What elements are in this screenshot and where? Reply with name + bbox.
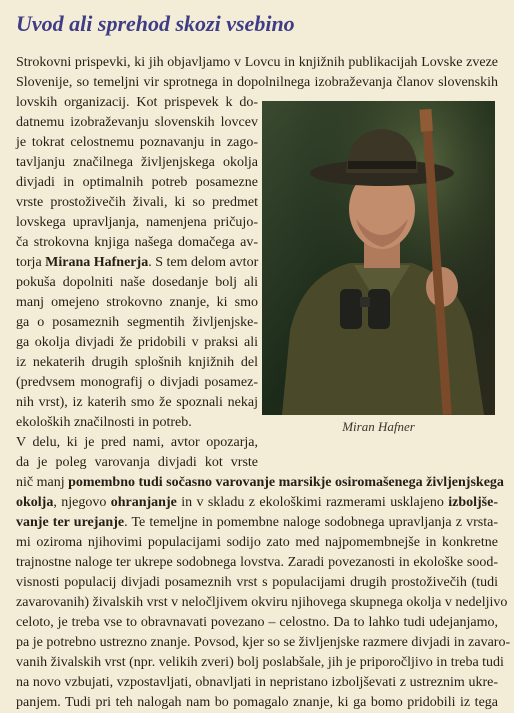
text-line: pa je potrebno ustrezno znanje. Povsod, kjer so se življenjske razmere divjadi in zavaro- <box>16 635 511 650</box>
text-line: panjem. Tudi pri teh nalogah nam bo pomagalo znanje, ki ga bomo pridobili iz tega <box>16 695 498 710</box>
text-line: datnemu izobraževanju slovenskih lovcev <box>16 115 258 130</box>
text-line: pokuša dopolniti naše dosedanje bolj ali <box>16 275 258 290</box>
text-line: vanje ter urejanje. Te temeljne in pomembne naloge sodobnega upravljanja z vrsta- <box>16 515 498 530</box>
text-line: Strokovni prispevki, ki jih objavljamo v Lovcu in knjižnih publikacijah Lovske zveze <box>16 55 498 70</box>
author-name: Mirana Hafnerja <box>45 255 149 270</box>
text-line: nič manj pomembno tudi sočasno varovanje marsikje osiromašenega življenjskega <box>16 475 504 490</box>
text-line: da je poleg varovanja divjadi kot vrste <box>16 455 258 470</box>
text-line: manj omejeno strokovno znanje, ki smo <box>16 295 258 310</box>
text-line: Slovenije, so temeljni vir sprotnega in dopolnilnega izobraževanja članov slovenskih <box>16 75 498 90</box>
text-line: visnosti populacij divjadi posameznih vrst s populacijami drugih prostoživečih (tudi <box>16 575 498 590</box>
text-line: divjadi in optimalnih potreb posamezne <box>16 175 258 190</box>
text-line: celoto, je treba vse to obravnavati povezano – celostno. Da to lahko tudi udejanjamo, <box>16 615 498 630</box>
text-line: (predvsem monografij o divjadi posamez- <box>16 375 258 390</box>
text-line: trajnostne naloge ter ukrepe sodobnega lovstva. Zaradi povezanosti in ekološke sood- <box>16 555 498 570</box>
text-line: ga okolja divjadi že pridobili v praksi ali <box>16 335 258 350</box>
text-line: na novo vzbujati, vzpostavljati, obnavljati in nepristano izboljševati z ustreznim ukre- <box>16 675 498 690</box>
text-line: vrste prostoživečih živali, ki so predmet <box>16 195 258 210</box>
text-line: lovskega upravljanja, namenjena pričujo- <box>16 215 258 230</box>
text-line: mi oziroma njihovimi populacijami sodijo zato med najpomembnejše in konkretne <box>16 535 498 550</box>
text-line: torja Mirana Hafnerja. S tem delom avtor <box>16 255 259 270</box>
text-line: ga o posameznih segmentih življenjske- <box>16 315 258 330</box>
text-line: vanih živalskih vrst (npr. velikih zveri) bolj poslabšale, jih je priporočljivo in treba tudi <box>16 655 504 670</box>
text-line: ča strokovna knjiga našega domačega av- <box>16 235 258 250</box>
text-line: ekoloških značilnosti in potreb. <box>16 415 192 430</box>
text-line: iz nekaterih drugih splošnih knjižnih del <box>16 355 258 370</box>
author-photo <box>262 101 495 415</box>
text-line: V delu, ki je pred nami, avtor opozarja, <box>16 435 258 450</box>
text-line: je tokrat celostnemu poznavanju in zago- <box>16 135 258 150</box>
text-line: nih vrst), iz katerih smo že spoznali nekaj <box>16 395 258 410</box>
text-line: zavarovanih) živalskih vrst v neločljivem okviru njihovega skupnega okolja v nedeljivo <box>16 595 508 610</box>
photo-caption: Miran Hafner <box>342 419 415 434</box>
page-title: Uvod ali sprehod skozi vsebino <box>16 11 295 36</box>
text-line: lovskih organizacij. Kot prispevek k do- <box>16 95 258 110</box>
text-line: okolja, njegovo ohranjanje in v skladu z ekološkimi razmerami usklajeno izboljše- <box>16 495 498 510</box>
text-line: tavljanju značilnega življenjskega okolja <box>16 155 258 170</box>
